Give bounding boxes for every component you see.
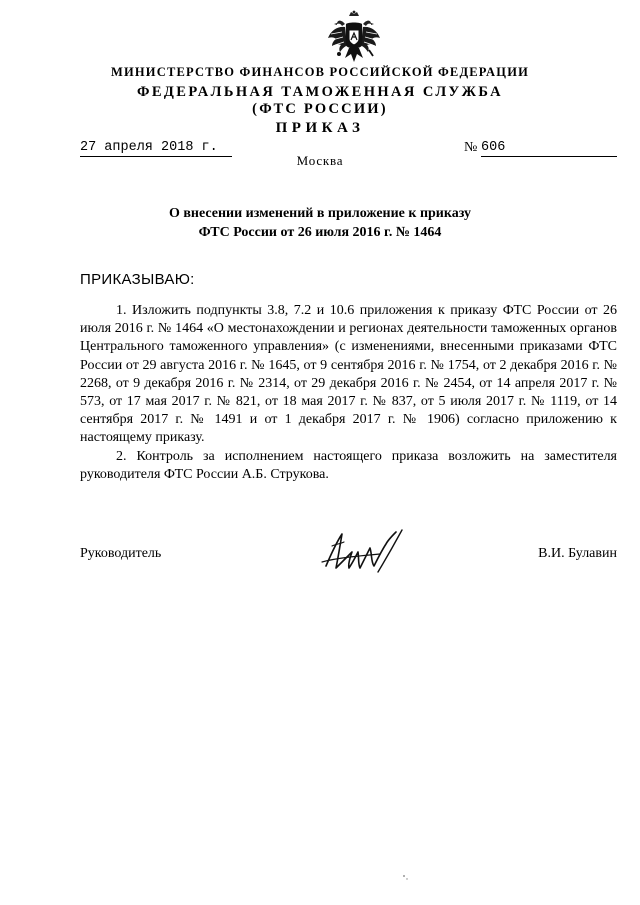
ministry-heading: МИНИСТЕРСТВО ФИНАНСОВ РОССИЙСКОЙ ФЕДЕРАЦИИ (110, 65, 530, 79)
paragraph-2: 2. Контроль за исполнением настоящего приказа возложить на заместителя руководителя ФТС России А.Б. Струкова. (80, 448, 617, 482)
coat-of-arms-emblem-icon (325, 10, 383, 66)
service-heading: ФЕДЕРАЛЬНАЯ ТАМОЖЕННАЯ СЛУЖБА (136, 84, 503, 100)
order-directive-word: ПРИКАЗЫВАЮ: (80, 271, 195, 288)
order-date: 27 апреля 2018 г. (80, 140, 232, 157)
order-number-sign: № (464, 140, 478, 155)
subject-line-1: О внесении изменений в приложение к приказу (168, 206, 472, 221)
signatory-name: В.И. Булавин (538, 546, 617, 561)
order-number: 606 (481, 140, 617, 157)
handwritten-signature (318, 522, 414, 582)
document-type-title: ПРИКАЗ (275, 120, 365, 136)
service-abbreviation: (ФТС РОССИИ) (252, 101, 388, 117)
issue-city: Москва (296, 153, 344, 168)
order-body (80, 302, 617, 484)
paragraph-1: 1. Изложить подпункты 3.8, 7.2 и 10.6 приложения к приказу ФТС России от 26 июля 2016 г. № 1464 «О местонахождении и регионах деятельности таможенных органов Центрального таможенного управления» (с изменениями, внесенными приказами ФТС России от 29 августа 2016 г. № 1645, от 9 сентября 2016 г. № 1754, от 2 декабря 2016 г. № 2268, от 9 декабря 2016 г. № 2314, от 29 декабря 2016 г. № 2454, от 14 апреля 2017 г. № 573, от 17 мая 2017 г. № 821, от 18 мая 2017 г. № 837, от 5 июля 2017 г. № 1119, от 14 сентября 2017 г. № 1491 и от 1 декабря 2017 г. № 1906) согласно приложению к настоящему приказу. (80, 303, 617, 446)
subject-line-2: ФТС России от 26 июля 2016 г. № 1464 (198, 225, 442, 240)
signatory-role: Руководитель (80, 546, 162, 561)
